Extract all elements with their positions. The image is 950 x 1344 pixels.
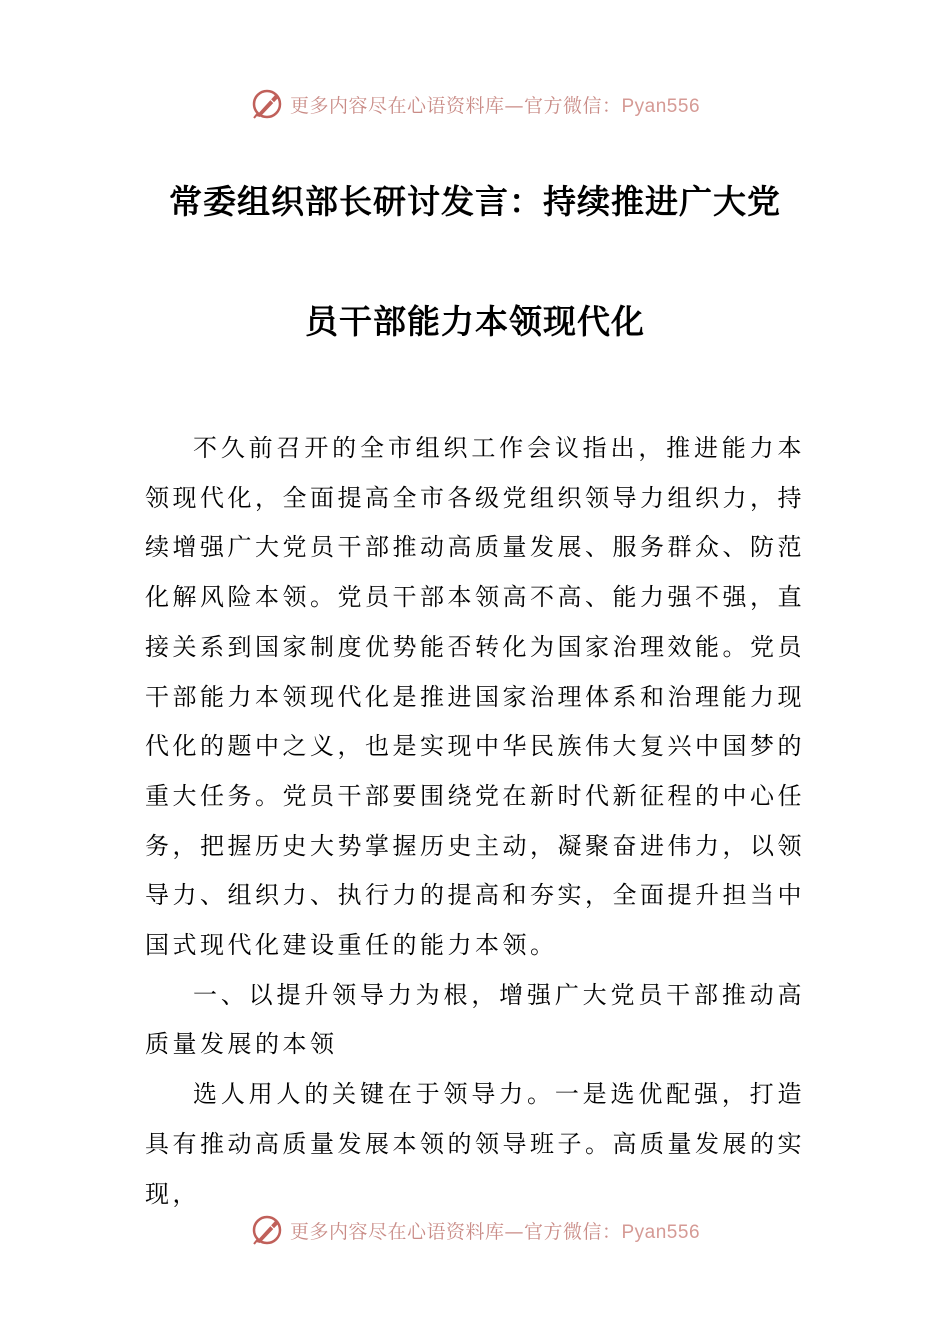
section-heading-1: 一、以提升领导力为根，增强广大党员干部推动高质量发展的本领 — [145, 980, 805, 1059]
watermark-header — [0, 84, 950, 124]
watermark-footer — [0, 1210, 950, 1250]
quill-pen-logo-icon — [250, 1213, 284, 1247]
document-title-line-2: 员干部能力本领现代化 — [305, 302, 645, 341]
document-body — [145, 424, 805, 1219]
paragraph-intro: 不久前召开的全市组织工作会议指出，推进能力本领现代化，全面提高全市各级党组织领导力组织力，持续增强广大党员干部推动高质量发展、服务群众、防范化解风险本领。党员干部本领高不高、能力强不强，直接关系到国家制度优势能否转化为国家治理效能。党员干部能力本领现代化是推进国家治理体系和治理能力现代化的题中之义，也是实现中华民族伟大复兴中国梦的重大任务。党员干部要围绕党在新时代新征程的中心任务，把握历史大势掌握历史主动，凝聚奋进伟力，以领导力、组织力、执行力的提高和夯实，全面提升担当中国式现代化建设重任的能力本领。 — [145, 434, 805, 960]
watermark-text: 更多内容尽在心语资料库—官方微信：Pyan556 — [289, 1220, 701, 1243]
quill-pen-logo-icon — [250, 87, 284, 121]
paragraph-section-1: 选人用人的关键在于领导力。一是选优配强，打造具有推动高质量发展本领的领导班子。高质量发展的实现， — [145, 1080, 805, 1208]
document-title-line-1: 常委组织部长研讨发言：持续推进广大党 — [169, 182, 781, 221]
watermark-text: 更多内容尽在心语资料库—官方微信：Pyan556 — [289, 94, 701, 117]
